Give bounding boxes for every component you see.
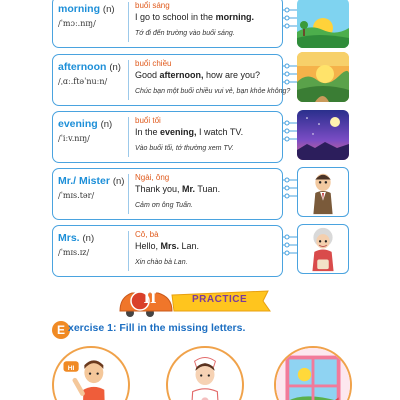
connector-dots [283, 62, 297, 86]
speech-bubble-text: HI [67, 364, 75, 372]
vocab-card-missus [52, 225, 283, 277]
section-number: II [143, 291, 157, 307]
vocab-ipa: /ˌɑː.ftəˈnuːn/ [58, 77, 108, 86]
vocab-meaning: buổi chiều [135, 59, 172, 68]
vocab-ipa: /ˈmɪs.ɪz/ [58, 248, 90, 257]
vocab-example: I go to school in the morning. [135, 12, 255, 22]
vocab-example: Thank you, Mr. Tuan. [135, 184, 221, 194]
exercise-title: xercise 1: Fill in the missing letters. [68, 322, 246, 334]
vocab-ipa: /ˈiːv.nɪŋ/ [58, 134, 90, 143]
card-divider [128, 2, 129, 42]
vocab-word: afternoon (n) [58, 61, 121, 73]
card-divider [128, 117, 129, 157]
vocab-meaning: buổi sáng [135, 1, 170, 10]
card-divider [128, 60, 129, 100]
vocab-translation: Tớ đi đến trường vào buổi sáng. [135, 30, 235, 37]
old-lady-icon [297, 224, 349, 274]
vocab-ipa: /ˈmɪs.tər/ [58, 191, 95, 200]
exercise-badge: E [52, 321, 70, 339]
man-in-suit-icon [297, 167, 349, 217]
vocab-word: morning (n) [58, 3, 115, 15]
vocab-example: Good afternoon, how are you? [135, 70, 261, 80]
connector-dots [283, 176, 297, 200]
sunny-window-icon [274, 346, 352, 400]
boy-saying-hi-icon [52, 346, 130, 400]
connector-dots [283, 6, 297, 30]
vocab-example: Hello, Mrs. Lan. [135, 241, 200, 251]
vocab-ipa: /ˈmɔː.nɪŋ/ [58, 19, 96, 28]
vocab-card-afternoon [52, 54, 291, 106]
vocab-example: In the evening, I watch TV. [135, 127, 244, 137]
afternoon-landscape-icon [297, 52, 349, 102]
vocab-word: Mrs. (n) [58, 232, 95, 244]
section-label: PRACTICE [192, 294, 248, 305]
nurse-girl-icon [166, 346, 244, 400]
vocab-meaning: buổi tối [135, 116, 161, 125]
vocab-card-morning [52, 0, 283, 48]
exercise-heading [52, 320, 352, 340]
vocab-translation: Vào buổi tối, tớ thường xem TV. [135, 145, 234, 152]
vocab-word: Mr./ Mister (n) [58, 175, 125, 187]
vocab-translation: Cảm ơn ông Tuấn. [135, 202, 193, 209]
card-divider [128, 231, 129, 271]
vocab-meaning: Cô, bà [135, 230, 159, 239]
card-divider [128, 174, 129, 214]
vocab-translation: Chúc bạn một buổi chiều vui vẻ, bạn khỏe không? [135, 88, 291, 95]
vocab-card-mister [52, 168, 283, 220]
vocab-meaning: Ngài, ông [135, 173, 170, 182]
vocab-word: evening (n) [58, 118, 113, 130]
vocab-card-evening [52, 111, 283, 163]
section-banner-practice [118, 283, 278, 319]
connector-dots [283, 233, 297, 257]
vocab-translation: Xin chào bà Lan. [135, 259, 188, 266]
evening-sky-icon [297, 110, 349, 160]
connector-dots [283, 119, 297, 143]
sunrise-icon [297, 0, 349, 48]
